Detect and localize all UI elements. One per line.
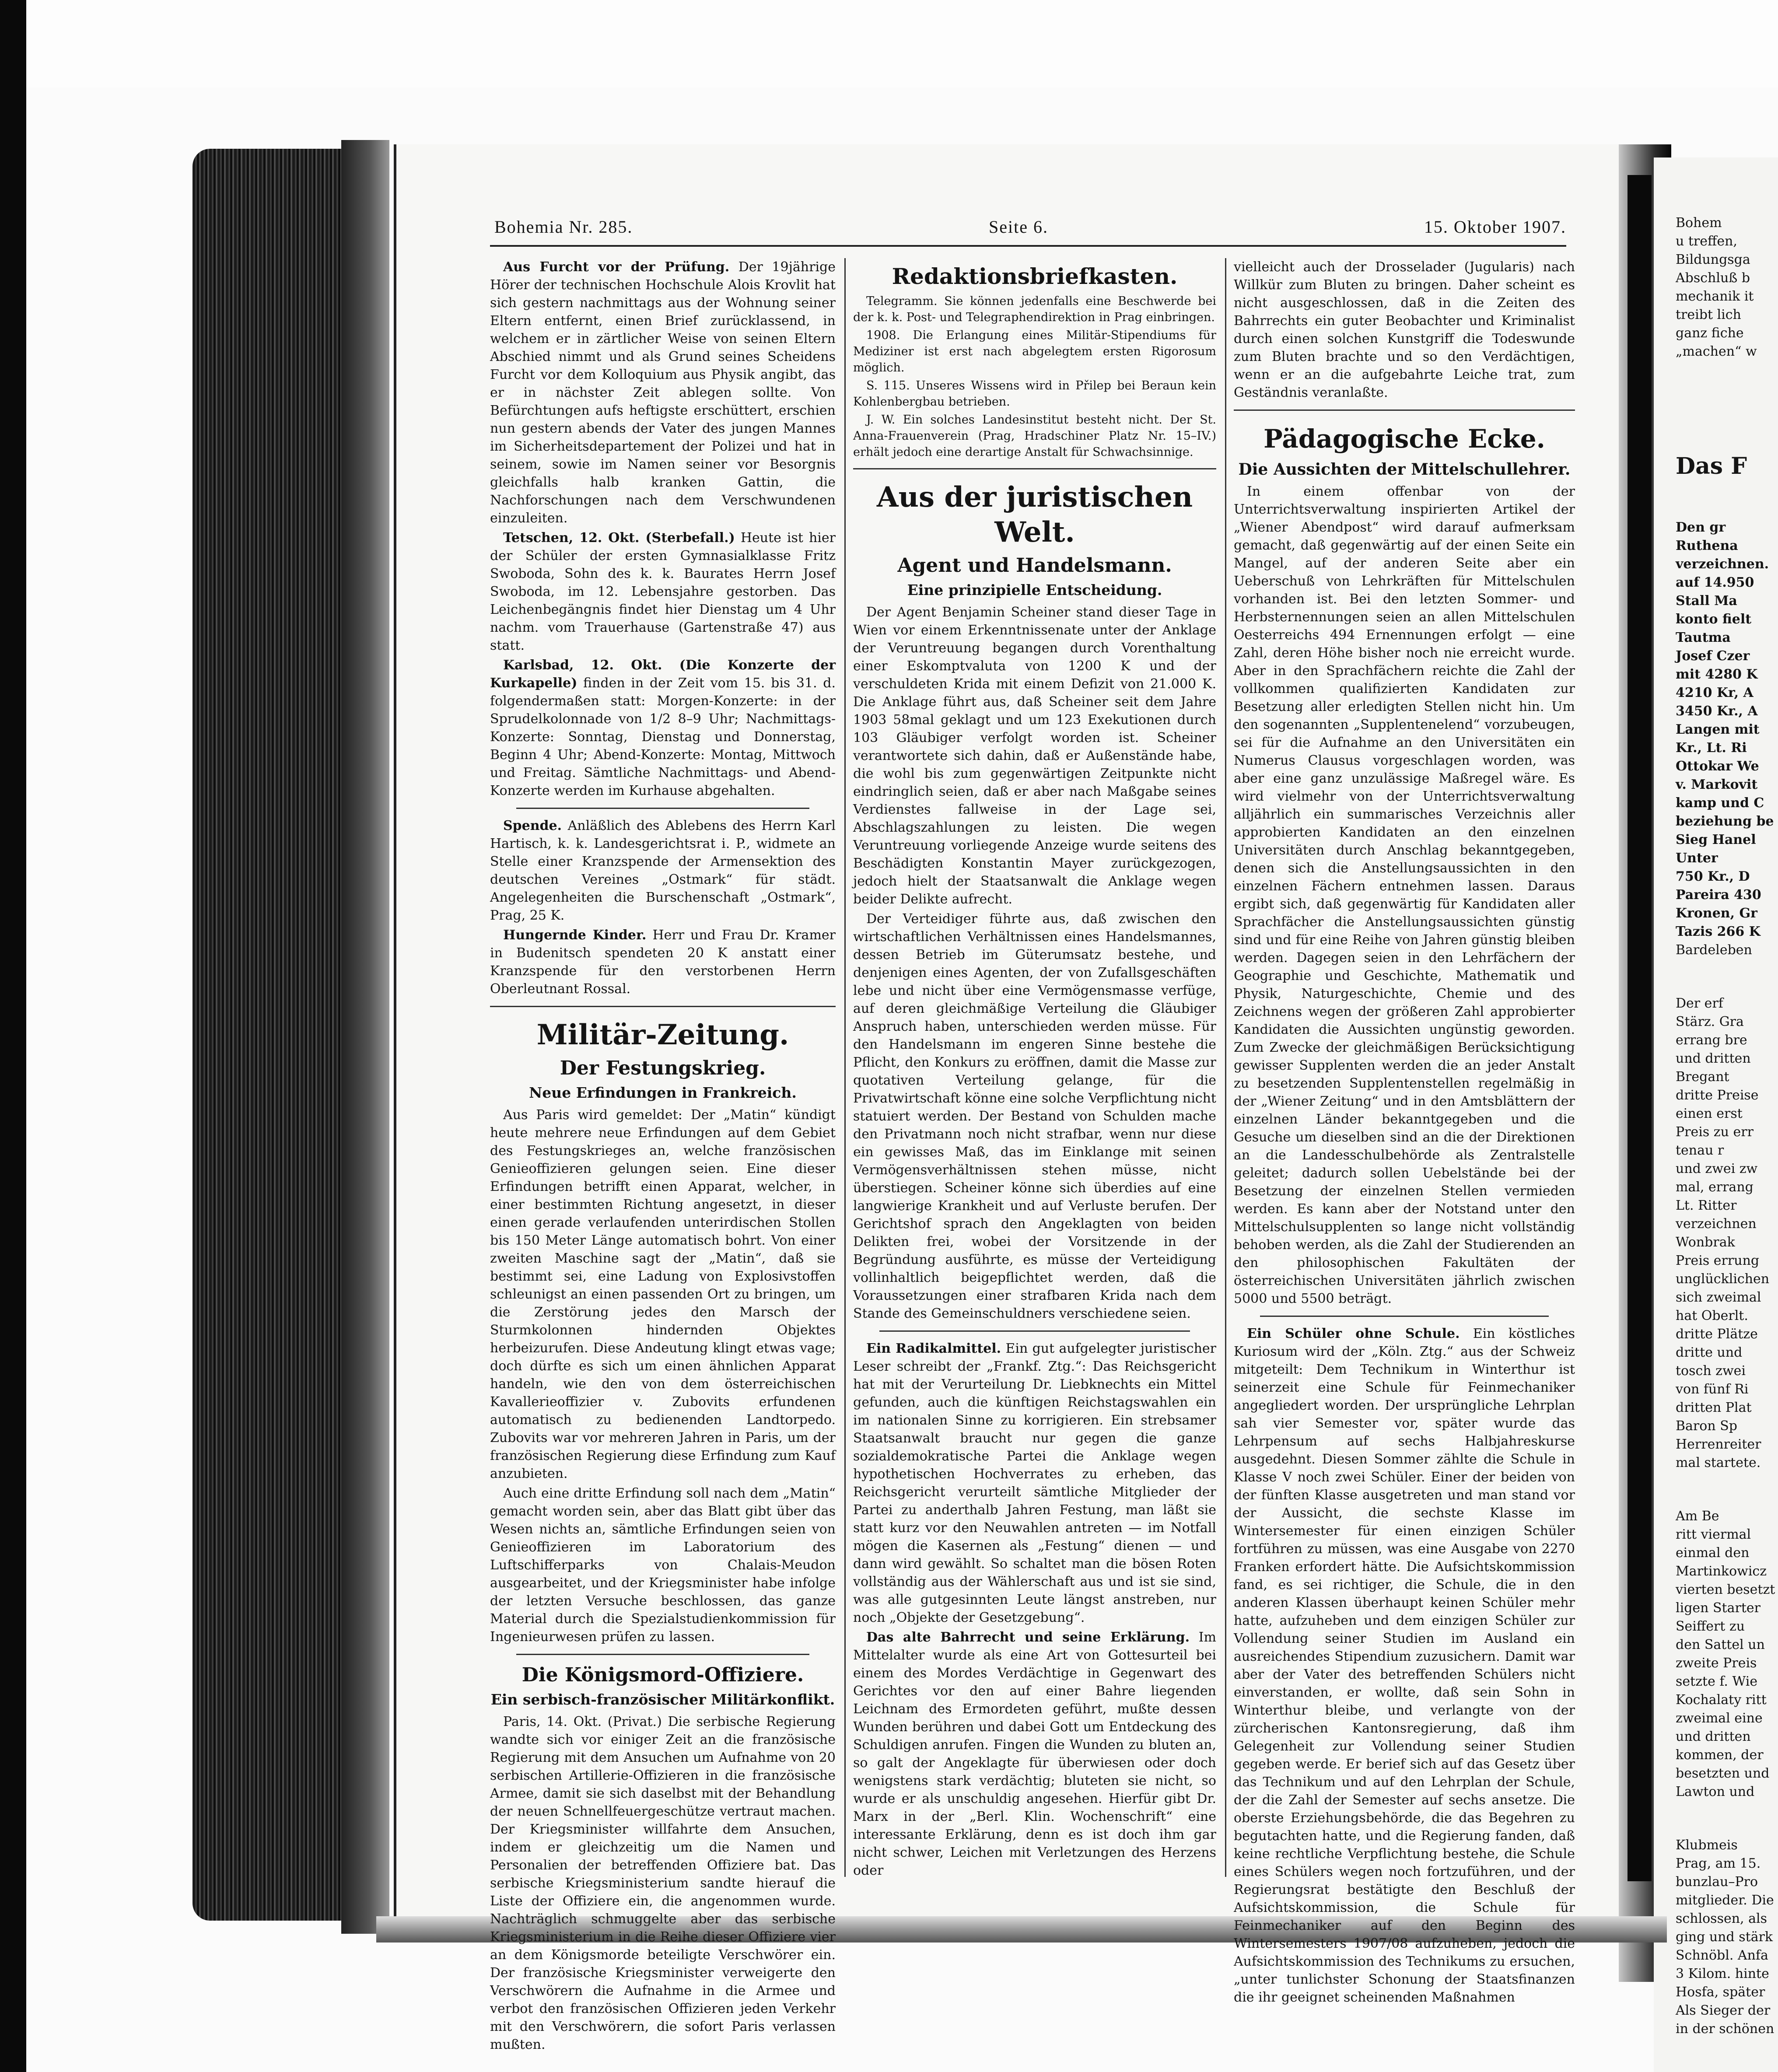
section-title-redaktionsbriefkasten: Redaktionsbriefkasten. (892, 263, 1178, 289)
article-fear-of-exam (490, 258, 836, 527)
fragment-line: Kronen, Gr (1676, 906, 1757, 921)
fragment-line: mechanik it (1676, 289, 1754, 304)
article-text: Anläßlich des Ablebens des Herrn Karl Hartisch, k. k. Landesgerichtsrat i. P., widmete an Stelle einer Kranzspende der Armensektion des deutschen Vereines „Ostmark“ für städt. Angelegenheiten die Burschenschaft „Ostmark“, Prag, 25 K. (490, 818, 836, 923)
article-subheadline: Eine prinzipielle Entscheidung. (907, 581, 1162, 598)
fragment-line: Hosfa, später (1676, 1984, 1765, 2000)
letter-reply: 1908. Die Erlangung eines Militär-Stipendiums für Mediziner ist erst nach abgelegtem ersten Rigorosum möglich. (853, 329, 1216, 374)
fragment-line: dritte und (1676, 1345, 1743, 1360)
fragment-line: Tautma (1676, 630, 1731, 645)
scan-top-margin (0, 0, 1778, 88)
page-header (494, 217, 1566, 243)
fragment-line: u treffen, (1676, 234, 1737, 249)
letters-section (853, 293, 1216, 460)
article-kicker: Das alte Bahrrecht und seine Erklärung. (866, 1630, 1190, 1645)
fragment-line: tenau r (1676, 1143, 1724, 1158)
article-bahrrecht (853, 1628, 1216, 1880)
fragment-line: und dritten (1676, 1051, 1751, 1066)
article-text: Im Mittelalter wurde als eine Art von Gottesurteil bei einem des Mordes Verdächtige in Gegenwart des Gerichtes vor den auf einer Bahre liegenden Leichnam des Ermordeten geführt, mußte dessen Wunden berühren und dabei Gott um Entdeckung des Schuldigen anrufen. Fingen die Wunden zu bluten an, so galt der Angeklagte für überwiesen oder doch wenigstens stark verdächtig; bluteten sie nicht, so wurde er als unschuldig angesehen. Hierfür gibt Dr. Marx in der „Berl. Klin. Wochenschrift“ eine interessante Erklärung, denn es ist doch ihm gar nicht schwer, Leichen mit Verletzungen des Herzens oder (853, 1630, 1216, 1878)
section-rule (516, 1654, 809, 1655)
fragment-line: Unter (1676, 850, 1718, 866)
article-text: Heute ist hier der Schüler der ersten Gymnasialklasse Fritz Swoboda, Sohn des k. k. Baurates Herrn Josef Swoboda, im 12. Lebensjahre gestorben. Das Leichenbegängnis findet hier Dienstag um 4 Uhr nachm. vom Trauerhause (Gartenstraße 47) aus statt. (490, 530, 836, 653)
fragment-line: Prag, am 15. (1676, 1856, 1761, 1871)
fragment-line: sich zweimal (1676, 1290, 1761, 1305)
gutter-dark (1628, 175, 1652, 1881)
fragment-line: einmal den (1676, 1545, 1750, 1561)
article-text: Der Agent Benjamin Scheiner stand dieser Tage in Wien vor einem Erkenntnissenate unter der Anklage der Veruntreuung begangen durch Vorenthaltung einer Eskomptvaluta von 1200 K und der verschuldeten Krida mit einem Defizit von 21.000 K. Die Anklage führt aus, daß Scheiner seit dem Jahre 1903 58mal geklagt und um 123 Exekutionen durch 103 Gläubiger verfolgt worden ist. Scheiner verantwortete sich dahin, daß er Außenstände habe, die wohl bis zum gegenwärtigen Zeitpunkte nicht eindringlich seien, daß er aber nach Maßgabe seines Verdienstes fallweise in der Lage sei, Abschlagszahlungen zu leisten. Die wegen Veruntreuung vorliegende Anzeige wurde seitens des Beschädigten Konstantin Mayer zurückgezogen, jedoch hielt der Staatsanwalt die Anklage wegen beider Delikte aufrecht. (853, 605, 1216, 907)
fragment-line: Lawton und (1676, 1784, 1755, 1799)
fragment-line: Sieg Hanel (1676, 832, 1756, 847)
fragment-line: Bildungsga (1676, 252, 1750, 267)
binding-shadow (341, 140, 389, 1934)
fragment-line: Bregant (1676, 1069, 1729, 1085)
column-divider (1225, 258, 1226, 1877)
letter-reply: S. 115. Unseres Wissens wird in Přilep bei Beraun kein Kohlenbergbau betrieben. (853, 379, 1216, 409)
fragment-line: verzeichnen. (1676, 556, 1769, 572)
article-text: Paris, 14. Okt. (Privat.) Die serbische Regierung wandte sich vor einiger Zeit an die französische Regierung mit dem Ansuchen um Aufnahme von 20 serbischen Artillerie-Offizieren in die französische Armee, damit sie sich daselbst mit der Behandlung der neuen Schnellfeuergeschütze vertraut machen. Der Kriegsminister willfahrte dem Ansuchen, indem er gleichzeitig um die Namen und Personalien der betreffenden Offiziere bat. Das serbische Kriegsministerium sandte hierauf die Liste der Offiziere ein, die angenommen wurde. Nachträglich schmuggelte aber das serbische Kriegsministerium in die Reihe dieser Offiziere vier an dem Königsmorde beteiligte Verschwörer ein. Der französische Kriegsminister verweigerte den Verschwörern die Aufnahme in die Armee und verbot den französischen Offizieren jeden Verkehr mit den Verschwörern, die sofort Paris verlassen mußten. (490, 1714, 836, 2052)
fragment-line: Kr., Lt. Ri (1676, 740, 1747, 756)
section-rule (490, 1006, 836, 1007)
article-headline: Die Königsmord-Offiziere. (522, 1664, 804, 1686)
fragment-line: setzte f. Wie (1676, 1674, 1758, 1689)
section-rule (516, 808, 809, 809)
fragment-line: konto fielt (1676, 612, 1752, 627)
section-rule (1260, 1316, 1549, 1317)
article-text: Aus Paris wird gemeldet: Der „Matin“ kündigt heute mehrere neue Erfindungen auf dem Gebiet des Festungskrieges an, welche französischen Genieoffizieren gelungen seien. Eine dieser Erfindungen betrifft einen Apparat, welcher, in einer bestimmten Richtung angesetzt, in dieser einen gerade verlaufenden unterirdischen Stollen bis 150 Meter Länge automatisch bohrt. Von einer zweiten Maschine sagt der „Matin“, daß sie bestimmt sei, eine Ladung von Explosivstoffen schleunigst an einen passenden Ort zu bringen, um die Zerstörung jedes den Marsch der Sturmkolonnen hindernden Objektes herbeizurufen. Diese Andeutung klingt etwas vage; doch dürfte es sich um einen ähnlichen Apparat handeln, wie den von dem österreichischen Kavallerieoffizier v. Zubovits erfundenen automatisch zu bedienenden Landtorpedo. Zubovits war vor mehreren Jahren in Paris, um der französischen Regierung diese Erfindung zum Kauf anzubieten. (490, 1107, 836, 1481)
fragment-line: hat Oberlt. (1676, 1308, 1748, 1323)
fragment-line: Als Sieger der (1676, 2003, 1771, 2018)
fragment-line: dritten Plat (1676, 1400, 1752, 1415)
fragment-line: dritte Preise (1676, 1088, 1759, 1103)
article-kicker: Karlsbad, 12. Okt. (Die Konzerte der Kurkapelle) (490, 658, 836, 691)
fragment-line: mal, errang (1676, 1180, 1754, 1195)
fragment-line: zweite Preis (1676, 1656, 1757, 1671)
fragment-line: errang bre (1676, 1032, 1747, 1048)
fragment-line: und dritten (1676, 1729, 1751, 1744)
fragment-line: Langen mit (1676, 722, 1760, 737)
fragment-line: „machen“ w (1676, 344, 1757, 359)
fragment-line: Seiffert zu (1676, 1619, 1745, 1634)
fragment-line: und zwei zw (1676, 1161, 1758, 1176)
article-karlsbad (490, 656, 836, 800)
fragment-line: bunzlau–Pro (1676, 1874, 1758, 1890)
fragment-line: tosch zwei (1676, 1363, 1746, 1379)
section-rule (879, 1330, 1190, 1332)
fragment-line: ritt viermal (1676, 1527, 1751, 1542)
fragment-line: Das F (1676, 453, 1747, 480)
fragment-line: vierten besetzt (1676, 1582, 1775, 1597)
article-hungernde-kinder (490, 926, 836, 998)
fragment-line: Ruthena (1676, 538, 1738, 553)
fragment-line: kommen, der (1676, 1747, 1764, 1763)
fragment-line: Am Be (1676, 1508, 1719, 1524)
fragment-line: 3 Kilom. hinte (1676, 1966, 1769, 1981)
article-headline: Die Aussichten der Mittelschullehrer. (1238, 460, 1571, 479)
fragment-line: Stärz. Gra (1676, 1014, 1744, 1029)
column-1 (490, 258, 836, 2052)
fragment-line: ganz fiche (1676, 326, 1744, 341)
article-radikalmittel (853, 1340, 1216, 1627)
scan-left-border (0, 0, 26, 2072)
article-text: Ein köstliches Kuriosum wird der „Köln. Ztg.“ aus der Schweiz mitgeteilt: Dem Technikum in Winterthur ist seinerzeit eine Schule für Feinmechaniker angegliedert worden. Der ursprüngliche Lehrplan sah vier Semester vor, später wurde das Lehrpensum auf sechs Halbjahreskurse ausgedehnt. Diesen Sommer zählte die Schule in Klasse V noch zwei Schüler. Einer der beiden von der fünften Klasse ausgetreten und man stand vor der Aussicht, die sechste Klasse im Wintersemester für einen einzigen Schüler fortführen zu müssen, was eine Ausgabe von 2270 Franken erfordert hätte. Die Aufsichtskommission fand, es sei richtiger, die Schule, die in den anderen Klassen überhaupt keinen Schüler mehr hatte, aufzuheben und dem einzigen Schüler zur Vollendung seiner Studien im Ausland ein ausreichendes Stipendium zuzusichern. Damit war aber der Vater des betreffenden Schülers nicht einverstanden, er wollte, daß sein Sohn in Winterthur bleibe, und verlangte von der zürcherischen Kantonsregierung, daß ihm Gelegenheit zur Vollendung seiner Studien gegeben werde. Er berief sich auf das Gesetz über das Technikum und auf den Lehrplan der Schule, der die Zahl der Semester auf sechs ansetze. Die oberste Erziehungsbehörde, die das Begehren zu begutachten hatte, und die Regierung fanden, daß keine rechtliche Verpflichtung bestehe, die Schule eines Schülers wegen noch fortzuführen, und der Regierungsrat bestätigte den Beschluß der Aufsichtskommission, die Schule für Feinmechaniker auf den Beginn des Wintersemesters 1907/08 aufzuheben, jedoch die Aufsichtskommission des Technikums zu ersuchen, „unter tunlichster Schonung der Staatsfinanzen die ihr geeignet scheinenden Maßnahmen (1234, 1326, 1575, 2005)
article-kicker: Tetschen, 12. Okt. (Sterbefall.) (503, 530, 735, 546)
fragment-line: Martinkowicz (1676, 1564, 1767, 1579)
fragment-line: Kochalaty ritt (1676, 1692, 1767, 1708)
fragment-line: mitglieder. Die (1676, 1893, 1774, 1908)
section-rule (1234, 410, 1575, 411)
header-rule (490, 245, 1566, 247)
fragment-line: schlossen, als (1676, 1911, 1767, 1926)
fragment-line: Baron Sp (1676, 1418, 1737, 1434)
article-kicker: Aus Furcht vor der Prüfung. (503, 259, 730, 275)
column-3 (1234, 258, 1575, 2005)
fragment-line: Abschluß b (1676, 270, 1750, 286)
fragment-line: ging und stärk (1676, 1929, 1773, 1945)
article-spende (490, 817, 836, 924)
article-text: vielleicht auch der Drosselader (Jugularis) nach Willkür zum Bluten zu bringen. Daher scheint es nicht ausgeschlossen, daß in die Zeiten des Bahrrechts ein guter Beobachter und Kriminalist durch einen solchen Kunstgriff die Todeswunde zum Bluten brachte und so den Verdächtigen, wenn er an die aufgebahrte Leiche trat, zum Geständnis veranlaßte. (1234, 259, 1575, 400)
article-subheadline: Neue Erfindungen in Frankreich. (529, 1084, 797, 1101)
fragment-line: Preis errung (1676, 1253, 1760, 1268)
fragment-line: auf 14.950 (1676, 575, 1754, 590)
letter-reply: Telegramm. Sie können jedenfalls eine Beschwerde bei der k. k. Post- und Telegraphendirektion in Prag einbringen. (853, 294, 1216, 324)
fragment-line: Josef Czer (1676, 648, 1750, 664)
fragment-line: Stall Ma (1676, 593, 1737, 609)
fragment-line: den Sattel un (1676, 1637, 1765, 1652)
fragment-line: Ottokar We (1676, 759, 1759, 774)
article-kicker: Spende. (503, 818, 562, 833)
article-text: Herr und Frau Dr. Kramer in Budenitsch spendeten 20 K anstatt einer Kranzspende für den verstorbenen Herrn Oberleutnant Rossal. (490, 928, 836, 997)
fragment-line: kamp und C (1676, 795, 1764, 811)
fragment-line: Herrenreiter (1676, 1437, 1761, 1452)
article-text: In einem offenbar von der Unterrichtsverwaltung inspirierten Artikel der „Wiener Abendpost“ wird darauf aufmerksam gemacht, daß gegenwärtig auf der einen Seite ein Mangel, auf der anderen Seite aber ein Ueberschuß von Lehrkräften für Mittelschulen vorhanden ist. Bei den letzten Sommer- und Herbsternennungen seien an allen Mittelschulen Oesterreichs 494 Ernennungen erfolgt — eine Zahl, deren Höhe bisher noch nie erreicht wurde. Aber in den Sprachfächern reichte die Zahl der vollkommen qualifizierten Kandidaten zur Besetzung aller erledigten Stellen nicht hin. Um den sogenannten „Supplentenelend“ vorzubeugen, sei für die Aufnahme an den Universitäten ein Numerus Clausus vorgeschlagen worden, was aber eine ganz unzulässige Maßregel wäre. Es wird vielmehr von der Unterrichtsverwaltung alljährlich ein summarisches Verzeichnis aller approbierten Kandidaten an den einzelnen Universitäten durch Anschlag bekanntgegeben, denen sich die Anstellungsaussichten in den einzelnen Fächern entnehmen lassen. Daraus ergibt sich, daß gegenwärtig für Kandidaten aller Sprachfächer die Anstellungsaussichten günstig sind und für eine Reihe von Jahren günstig bleiben werden. Dagegen seien in den Lehrfächern der Geographie und Geschichte, Mathematik und Physik, Naturgeschichte, Chemie und des Zeichnens wegen der größeren Zahl approbierter Kandidaten die Aussichten ungünstig geworden. Zum Zwecke der gleichmäßigen Berücksichtigung gewisser Supplenten werden die an jeder Anstalt zu besetzenden Supplentenstellen regelmäßig in der „Wiener Zeitung“ und in den Amtsblättern der einzelnen Länder bekanntgegeben und die Gesuche um dieselben sind an die der Direktionen an die Landesschulbehörde als Zentralstelle geleitet; dadurch sollen Uebelstände bei der Besetzung der einzelnen Stellen vermieden werden. Es kann aber der Notstand unter den Mittelschulsupplenten so lange nicht vollständig behoben werden, als die Zahl der Studierenden an den philosophischen Fakultäten der österreichischen Universitäten jährlich zwischen 5000 und 5500 beträgt. (1234, 484, 1575, 1306)
header-page-number: Seite 6. (989, 217, 1048, 237)
fragment-line: Bardeleben (1676, 942, 1752, 958)
section-title-juristische-welt: Aus der juristischen Welt. (876, 481, 1193, 549)
fragment-line: Lt. Ritter (1676, 1198, 1737, 1213)
fragment-line: Klubmeis (1676, 1838, 1738, 1853)
column-2 (853, 258, 1216, 1877)
article-text: Auch eine dritte Erfindung soll nach dem „Matin“ gemacht worden sein, aber das Blatt gibt über das Wesen nichts an, sämtliche Erfindungen seien von Genieoffizieren im Laboratorium des Luftschifferparks von Chalais-Meudon ausgearbeitet, und der Kriegsminister habe infolge der letzten Versuche beschlossen, das ganze Material durch die Spezialstudienkommission für Ingenieurwesen prüfen zu lassen. (490, 1486, 836, 1645)
article-text: Der Verteidiger führte aus, daß zwischen den wirtschaftlichen Verhältnissen eines Handelsmannes, dessen Betrieb im Güterumsatz bestehe, und denjenigen eines Agenten, der von Zufallsgeschäften lebe und nicht über eine Vermögensmasse verfüge, auf deren gleichmäßige Verteilung die Gläubiger Anspruch haben, unterschieden werden müsse. Für den Handelsmann im engeren Sinne bestehe die Pflicht, den Konkurs zu eröffnen, damit die Masse zur quotativen Verteilung gelange, für die Privatwirtschaft könne eine solche Verpflichtung nicht statuiert werden. Der Bestand von Schulden mache den Privatmann noch nicht strafbar, wenn nur diese ein gewisses Maß, das im Einklange mit seinen Vermögensverhältnissen stehen müsse, nicht überstiegen. Scheiner könne sich überdies auf eine langwierige Krankheit und auf Verluste berufen. Der Gerichtshof sprach den Angeklagten von beiden Delikten frei, wobei der Vorsitzende in der Begründung ausführte, es müsse der Verteidigung vollinhaltlich beigepflichtet werden, daß die Voraussetzungen einer strafbaren Krida nach dem Stande des Gemeinschuldners verschiedene seien. (853, 911, 1216, 1321)
fragment-line: einen erst (1676, 1106, 1743, 1121)
fragment-line: Wonbrak (1676, 1235, 1735, 1250)
fragment-line: Der erf (1676, 996, 1723, 1011)
fragment-line: beziehung be (1676, 814, 1774, 829)
header-newspaper-issue: Bohemia Nr. 285. (494, 217, 633, 237)
fragment-line: Tazis 266 K (1676, 924, 1760, 939)
article-headline: Der Festungskrieg. (560, 1057, 766, 1079)
fragment-line: 750 Kr., D (1676, 869, 1750, 884)
fragment-line: verzeichnen (1676, 1216, 1757, 1232)
fragment-line: Bohem (1676, 215, 1722, 231)
fragment-line: Den gr (1676, 520, 1726, 535)
fragment-line: 3450 Kr., A (1676, 704, 1758, 719)
fragment-line: Preis zu err (1676, 1124, 1754, 1140)
letter-reply: J. W. Ein solches Landesinstitut besteht nicht. Der St. Anna-Frauenverein (Prag, Hradschiner Platz Nr. 15–IV.) erhält jedoch eine derartige Anstalt für Schwachsinnige. (853, 413, 1216, 459)
article-text: finden in der Zeit vom 15. bis 31. d. folgendermaßen statt: Morgen-Konzerte: in der Sprudelkolonnade von 1/2 8–9 Uhr; Nachmittags-Konzerte: Sonntag, Dienstag und Donnerstag, Beginn 4 Uhr; Abend-Konzerte: Montag, Mittwoch und Freitag. Sämtliche Nachmittags- und Abend-Konzerte werden im Kurhause abgehalten. (490, 676, 836, 798)
fragment-line: zweimal eine (1676, 1711, 1763, 1726)
article-text: Ein gut aufgelegter juristischer Leser schreibt der „Frankf. Ztg.“: Das Reichsgericht hat mit der Verurteilung Dr. Liebknechts ein Mittel gefunden, auch die künftigen Reichstagswahlen ein im nationalen Sinne zu korrigieren. Ein strebsamer Staatsanwalt braucht nur gegen die ganze sozialdemokratische Partei die Anklage wegen hypothetischen Hochverrates zu erheben, das Reichsgericht verurteilt sämtliche Mitglieder der Partei zu anderthalb Jahren Festung, man läßt sie statt kurz vor den Neuwahlen antreten — im Notfall mögen die Kasernen als „Festung“ dienen — und dann wird gewählt. So schaltet man die bösen Roten vollständig aus der Wählerschaft aus und ist sie sind, was alle gutgesinnten Leute längst anstreben, nur noch „Objekte der Gesetzgebung“. (853, 1341, 1216, 1625)
section-title-paedagogische-ecke: Pädagogische Ecke. (1264, 424, 1545, 454)
section-rule (853, 468, 1216, 469)
fragment-line: ligen Starter (1676, 1600, 1760, 1616)
fragment-line: mit 4280 K (1676, 667, 1758, 682)
fragment-line: Schnöbl. Anfa (1676, 1948, 1768, 1963)
fragment-line: mal startete. (1676, 1455, 1761, 1470)
fragment-line: besetzten und (1676, 1766, 1770, 1781)
column-divider (844, 258, 846, 1877)
article-kicker: Ein Schüler ohne Schule. (1247, 1326, 1460, 1341)
fragment-line: Pareira 430 (1676, 887, 1761, 903)
fragment-line: 4210 Kr, A (1676, 685, 1754, 700)
fragment-line: unglücklichen (1676, 1271, 1770, 1287)
header-date: 15. Oktober 1907. (1424, 217, 1566, 237)
fragment-line: treibt lich (1676, 307, 1741, 322)
fragment-line: in der schönen (1676, 2021, 1774, 2037)
fragment-line: v. Markovit (1676, 777, 1758, 792)
article-text: Der 19jährige Hörer der technischen Hochschule Alois Krovlit hat sich gestern nachmittags aus der Wohnung seiner Eltern entfernt, einen Brief zurücklassend, in welchem er in zärtlicher Weise von seinen Eltern Abschied nimmt und als Grund seines Scheidens Furcht vor dem Kolloquium aus Physik angibt, das er in nächster Zeit ablegen sollte. Von Befürchtungen aufs heftigste erschüttert, erschien nun gestern abends der Vater des jungen Mannes im Sicherheitsdepartement der Polizei und hat in seinem, sowie im Namen seiner vor Besorgnis gleichfalls halb kranken Gattin, die Nachforschungen nach dem Verschwundenen einzuleiten. (490, 259, 836, 526)
section-title-militaer-zeitung: Militär-Zeitung. (536, 1018, 789, 1051)
fragment-line: dritte Plätze (1676, 1326, 1758, 1342)
article-subheadline: Ein serbisch-französischer Militärkonflikt. (490, 1691, 835, 1708)
article-headline: Agent und Handelsmann. (897, 554, 1172, 577)
article-kicker: Ein Radikalmittel. (866, 1341, 1001, 1356)
article-kicker: Hungernde Kinder. (503, 928, 647, 943)
fragment-line: von fünf Ri (1676, 1382, 1749, 1397)
article-schueler-ohne-schule (1234, 1325, 1575, 2006)
article-tetschen (490, 529, 836, 654)
